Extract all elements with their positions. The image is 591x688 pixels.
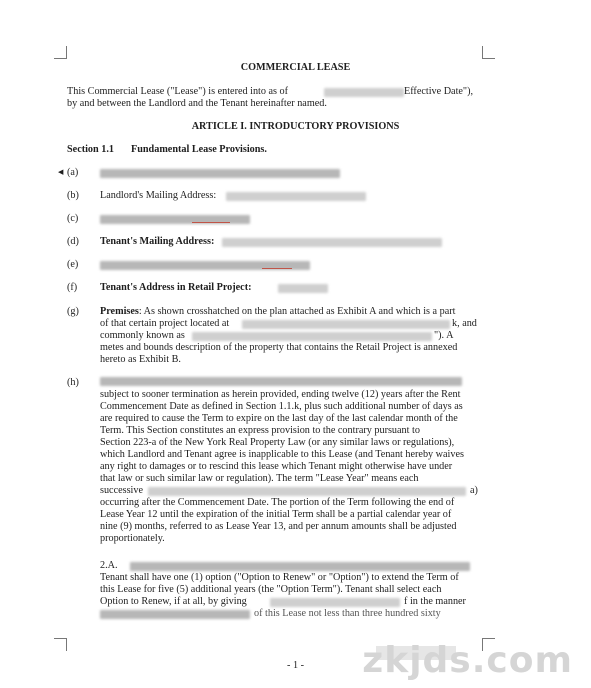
redline-mark-e bbox=[262, 268, 292, 269]
redline-mark-c bbox=[192, 222, 230, 223]
item-h-line-8: that law or such similar law or regulation). The term "Lease Year" means each bbox=[100, 473, 419, 484]
item-e-label: (e) bbox=[67, 259, 79, 270]
watermark-logo: zkjds.com bbox=[362, 640, 573, 681]
redacted-renew-1 bbox=[270, 598, 400, 607]
item-a-label: (a) bbox=[67, 167, 79, 178]
renew-label: 2.A. bbox=[100, 560, 118, 571]
item-h-line-10: occurring after the Commencement Date. The portion of the Term following the end of bbox=[100, 497, 455, 508]
item-g-line-5: hereto as Exhibit B. bbox=[100, 354, 181, 365]
item-d-label: (d) bbox=[67, 236, 79, 247]
redacted-item-h-1 bbox=[100, 377, 462, 386]
item-h-line-3: are required to cause the Term to expire on the last day of the last calendar month of the bbox=[100, 413, 458, 424]
redacted-item-d bbox=[222, 238, 442, 247]
section-title: Fundamental Lease Provisions. bbox=[131, 144, 267, 155]
section-number: Section 1.1 bbox=[67, 144, 114, 155]
intro-line-1a: This Commercial Lease ("Lease") is entered into as of bbox=[67, 86, 289, 97]
item-h-line-5: Section 223-a of the New York Real Property Law (or any similar laws or regulations), bbox=[100, 437, 455, 448]
article-heading: ARTICLE I. INTRODUCTORY PROVISIONS bbox=[191, 121, 400, 132]
item-h-line-9a: successive bbox=[100, 485, 143, 496]
paragraph-marker-icon: ◀ bbox=[58, 168, 64, 176]
redacted-item-g-2 bbox=[192, 332, 432, 341]
item-h-line-1: subject to sooner termination as herein provided, ending twelve (12) years after the Rent bbox=[100, 389, 461, 400]
redacted-date bbox=[324, 88, 404, 97]
item-g-line-3a: commonly known as bbox=[100, 330, 185, 341]
intro-line-2: by and between the Landlord and the Tenant hereinafter named. bbox=[67, 98, 327, 109]
item-h-label: (h) bbox=[67, 377, 79, 388]
redacted-item-f bbox=[278, 284, 328, 293]
item-h-line-6: which Landlord and Tenant agree is inapplicable to this Lease (and Tenant hereby waives bbox=[100, 449, 464, 460]
item-g-label: (g) bbox=[67, 306, 79, 317]
renew-line-3: Option to Renew, if at all, by giving bbox=[100, 596, 247, 607]
item-f-text: Tenant's Address in Retail Project: bbox=[100, 282, 252, 293]
crop-mark-bottom-left bbox=[54, 638, 67, 651]
redacted-renew-2 bbox=[100, 610, 250, 619]
renew-line-2: this Lease for five (5) additional years (the "Option Term"). Tenant shall select each bbox=[100, 584, 442, 595]
item-h-line-2: Commencement Date as defined in Section 1.1.k, plus such additional number of days as bbox=[100, 401, 463, 412]
redacted-item-h-2 bbox=[148, 487, 466, 496]
item-g-line-4: metes and bounds description of the property that contains the Retail Project is annexed bbox=[100, 342, 458, 353]
document-title: COMMERCIAL LEASE bbox=[240, 62, 351, 73]
item-g-line-2b: k, and bbox=[452, 318, 477, 329]
item-b-text: Landlord's Mailing Address: bbox=[100, 190, 217, 201]
intro-line-1b: Effective Date"), bbox=[404, 86, 474, 97]
item-b-label: (b) bbox=[67, 190, 79, 201]
item-h-line-9b: a) bbox=[470, 485, 478, 496]
item-h-line-12: nine (9) months, referred to as Lease Year 13, and per annum amounts shall be adjusted bbox=[100, 521, 457, 532]
item-h-line-4: Term. This Section constitutes an express provision to the contrary pursuant to bbox=[100, 425, 420, 436]
item-g-line-3b: "). A bbox=[434, 330, 454, 341]
renew-line-4: of this Lease not less than three hundred sixty bbox=[254, 608, 441, 619]
redacted-item-b bbox=[226, 192, 366, 201]
item-h-line-13: proportionately. bbox=[100, 533, 165, 544]
renew-line-3b: f in the manner bbox=[404, 596, 466, 607]
redacted-item-g-1 bbox=[242, 320, 450, 329]
renew-line-1: Tenant shall have one (1) option ("Option to Renew" or "Option") to extend the Term of bbox=[100, 572, 459, 583]
crop-mark-top-right bbox=[482, 46, 495, 59]
redacted-renew-heading bbox=[130, 562, 470, 571]
item-h-line-7: any right to damages or to rescind this lease which Tenant might otherwise have under bbox=[100, 461, 453, 472]
item-f-label: (f) bbox=[67, 282, 78, 293]
item-c-label: (c) bbox=[67, 213, 79, 224]
page-number: - 1 - bbox=[287, 660, 304, 671]
item-g-line-1-text: : As shown crosshatched on the plan attached as Exhibit A and which is a part bbox=[138, 306, 456, 317]
redacted-item-a bbox=[100, 169, 340, 178]
item-g-line-1 bbox=[100, 306, 455, 318]
item-h-line-11: Lease Year 12 until the expiration of the initial Term shall be a partial calendar year of bbox=[100, 509, 452, 520]
item-d-text: Tenant's Mailing Address: bbox=[100, 236, 215, 247]
item-g-lead: Premises bbox=[100, 306, 139, 317]
crop-mark-top-left bbox=[54, 46, 67, 59]
item-g-line-2a: of that certain project located at bbox=[100, 318, 230, 329]
